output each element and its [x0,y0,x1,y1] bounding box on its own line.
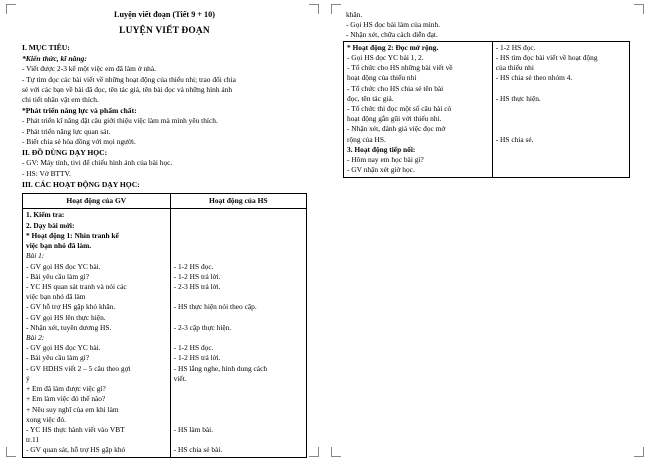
activities-table [22,193,307,458]
cell-line [496,114,626,124]
cell-line [496,84,626,94]
cell-line: - HS lắng nghe, hình dung cách [173,363,268,373]
cell-line: - HS thực hiện. [495,93,541,103]
body-line: sẻ với các bạn về bài đã đọc, tên tác giả, tên bài đọc và những hình ảnh [22,84,233,94]
cell-line: Bài 2: [26,333,45,343]
cell-line [174,313,303,323]
cell-line [174,435,303,445]
cell-line: việc bạn nhỏ đã làm. [26,241,92,251]
cell-line [174,394,303,404]
cell-line: - YC HS thực hành viết vào VBT [26,425,125,434]
cell-line: - Nhận xét, đánh giá việc đọc mở [347,124,446,134]
cell-line [496,145,626,155]
cell-line: - 1-2 HS trả lời. [173,271,221,281]
cell-line: - HS chia sẻ. [495,134,534,144]
cell-line: - Tổ chức cho HS những bài viết về [347,63,453,73]
cell-line: - Gọi HS đọc YC bài 1, 2. [347,52,424,62]
cell-line: của thiếu nhi [495,63,534,73]
body-line: chi tiết nhân vật em thích. [22,95,99,104]
cell-line: * Hoạt động 2: Đọc mở rộng. [347,42,439,52]
cell-line [174,231,303,241]
body-line: - Viết được 2-3 kể một việc em đã làm ở nhà. [22,64,156,74]
cell-line: 1. Kiểm tra: [26,210,65,220]
cell-line [174,210,303,220]
cell-line: việc bạn nhỏ đã làm [26,292,86,302]
cell-line: - HS thực hiện nói theo cặp. [173,302,257,312]
cell-teacher-activities [23,209,171,457]
cell-line: - Hôm nay em học bài gì? [347,155,424,165]
activities-table-continued [343,41,630,178]
cell-line: - GV gọi HS đọc YC bài. [26,343,101,353]
cell-line [174,384,303,394]
cell-line: - HS tìm đọc bài viết về hoạt động [495,52,598,62]
cell-line: - GV quan sát, hỗ trợ HS gặp khó [26,445,126,455]
cell-line: - GV hỗ trợ HS gặp khó khăn. [26,302,116,312]
subheading-knowledge-skills: *Kiến thức, kĩ năng: [22,54,87,64]
continuation-line: khăn. [346,10,363,19]
section-heading-teaching-aids: II. ĐỒ DÙNG DẠY HỌC: [22,148,108,158]
crop-mark-top-left [331,4,341,14]
cell-line: * Hoạt động 1: Nhìn tranh kể [26,230,119,240]
cell-line: - Tổ chức thi đọc một số câu hài có [347,103,452,113]
cell-line [174,251,303,261]
cell-line: - GV HDHS viết 2 – 5 câu theo gợi [26,363,131,373]
cell-line: - YC HS quan sát tranh và nói các [26,281,127,291]
cell-line: - GV gọi HS đọc YC bài. [26,261,101,271]
cell-line: tr.11 [26,435,40,445]
cell-line [174,415,303,425]
body-line: - Tự tìm đọc các bài viết về những hoạt động của thiếu nhi; trao đổi chia [22,74,236,84]
section-heading-objectives: I. MỤC TIÊU: [22,42,70,52]
cell-line: Bài 1: [26,251,45,261]
cell-student-activities [492,41,629,177]
cell-line: xong việc đó. [26,414,67,424]
crop-mark-bottom-right [634,447,644,457]
cell-line: - Bài yêu cầu làm gì? [26,353,90,363]
crop-mark-bottom-left [331,447,341,457]
cell-line [174,241,303,251]
cell-line: viết. [173,373,187,383]
cell-line: - Tổ chức cho HS chia sẻ tên bài [347,83,444,93]
crop-mark-top-right [309,4,319,14]
cell-line [496,104,626,114]
table-row [344,41,630,177]
cell-line: + Em làm việc đó thế nào? [26,394,106,404]
cell-line: - HS chia sẻ bài. [173,445,223,455]
cell-line: - 2-3 cặp thực hiện. [173,322,232,332]
table-header-row [23,194,307,209]
cell-line: + Em đã làm được việc gì? [26,384,106,394]
crop-mark-top-left [6,4,16,14]
cell-line [174,333,303,343]
right-page [325,0,650,463]
cell-line: - Nhận xét, tuyên dương HS. [26,322,112,332]
cell-line: - 1-2 HS đọc. [495,42,536,52]
cell-line [496,165,626,175]
continuation-line: - Nhận xét, chữa cách diễn đạt. [346,30,438,40]
cell-line [174,292,303,302]
cell-line: rộng của HS. [347,134,386,144]
cell-line: - GV nhận xét giờ học. [347,165,415,175]
body-line: - HS: Vở BTTV. [22,168,71,178]
cell-line: 2. Dạy bài mới: [26,220,75,230]
cell-line: hoạt động gắn gũi với thiếu nhi. [347,114,442,124]
cell-line: - 1-2 HS đọc. [173,261,214,271]
continuation-line: - Gọi HS đọc bài làm của mình. [346,20,441,30]
page-subtitle: LUYỆN VIẾT ĐOẠN [119,25,210,36]
table-row [23,209,307,457]
column-header-teacher: Hoạt động của GV [23,194,171,209]
column-header-student: Hoạt động của HS [170,194,306,209]
body-line: - Biết chia sẻ hòa đồng với mọi người. [22,136,136,146]
page-title: Luyện viết đoạn (Tiết 9 + 10) [114,10,215,19]
body-line: - Phát triển kĩ năng đặt câu giới thiệu việc làm mà mình yêu thích. [22,116,218,126]
cell-line: - GV gọi HS lên thực hiện. [26,312,106,322]
cell-line: + Nêu suy nghĩ của em khi làm [26,404,119,414]
cell-line: - 2-3 HS trả lời. [173,281,221,291]
cell-line: - HS làm bài. [173,425,214,434]
subheading-competency-qualities: *Phát triển năng lực và phẩm chất: [22,106,137,116]
body-line: - GV: Máy tính, tivi để chiếu hình ảnh của bài học. [22,158,173,168]
cell-line [174,405,303,415]
cell-line: đọc, tên tác giả. [347,93,394,103]
cell-line [496,155,626,165]
cell-line [496,124,626,134]
cell-line [174,221,303,231]
cell-line: - Bài yêu cầu làm gì? [26,271,90,281]
body-line: - Phát triển năng lực quan sát. [22,126,111,136]
crop-mark-bottom-right [309,447,319,457]
cell-student-activities [170,209,306,457]
cell-line: ý [26,373,30,383]
cell-line: 3. Hoạt động tiếp nối: [347,144,416,154]
cell-line: - HS chia sẻ theo nhóm 4. [495,73,573,83]
cell-line: - 1-2 HS đọc. [173,343,214,353]
crop-mark-bottom-left [6,447,16,457]
cell-line: - 1-2 HS trả lời. [173,353,221,363]
cell-line: hoạt động của thiếu nhi [347,73,417,83]
crop-mark-top-right [634,4,644,14]
section-heading-activities: III. CÁC HOẠT ĐỘNG DẠY HỌC: [22,179,140,189]
cell-teacher-activities [344,41,493,177]
